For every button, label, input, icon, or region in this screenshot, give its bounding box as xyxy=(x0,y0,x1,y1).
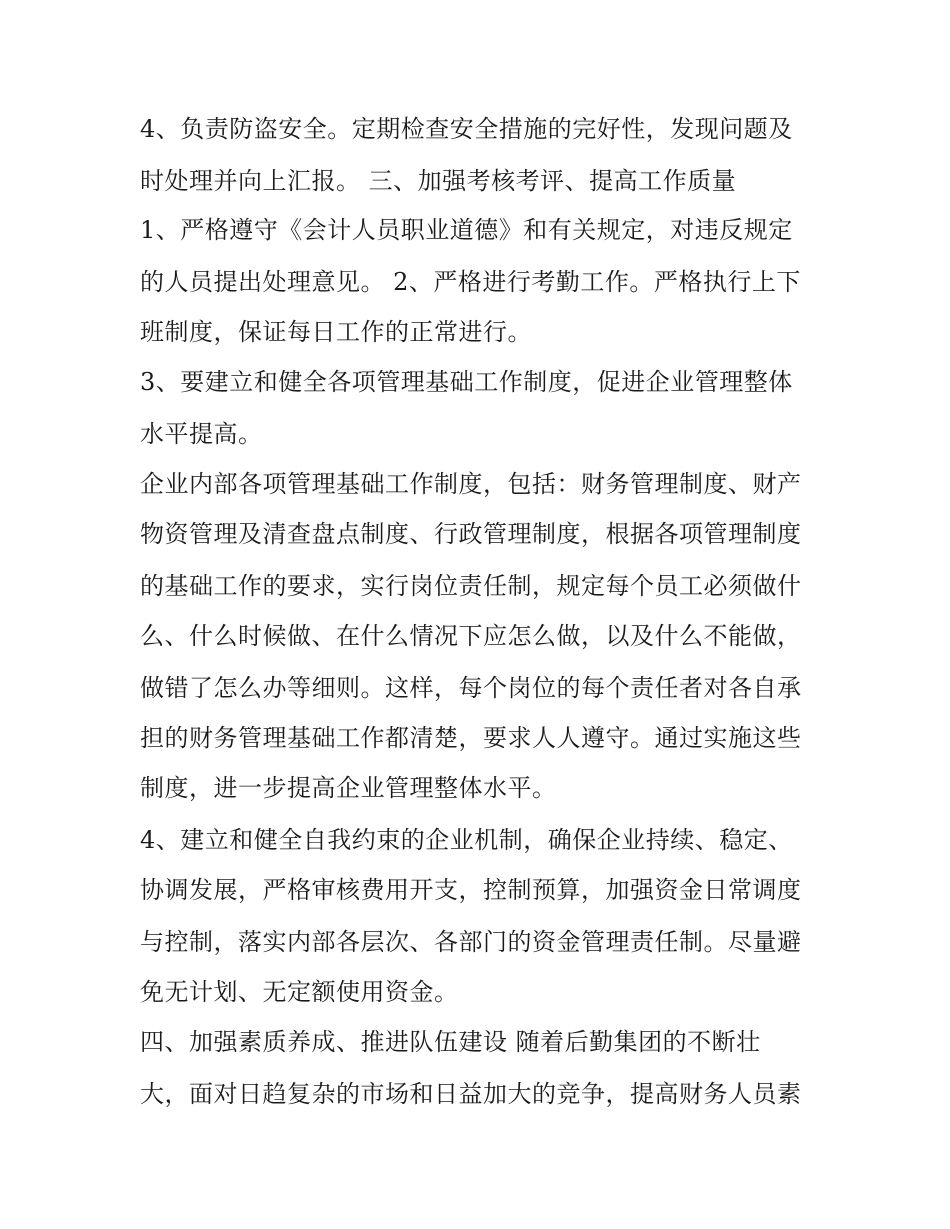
text-line: 做错了怎么办等细则。这样，每个岗位的每个责任者对各自承 xyxy=(140,674,802,702)
text-line: 物资管理及清查盘点制度、行政管理制度，根据各项管理制度 xyxy=(140,520,802,548)
text-line: 四、加强素质养成、推进队伍建设 随着后勤集团的不断壮 xyxy=(140,1028,761,1056)
text-line: 大，面对日趋复杂的市场和日益加大的竞争，提高财务人员素 xyxy=(140,1080,802,1108)
text-line: 制度，进一步提高企业管理整体水平。 xyxy=(140,774,557,802)
text-line: 1、严格遵守《会计人员职业道德》和有关规定，对违反规定 xyxy=(140,216,793,244)
text-line: 3、要建立和健全各项管理基础工作制度，促进企业管理整体 xyxy=(140,368,793,396)
text-line: 时处理并向上汇报。 三、加强考核考评、提高工作质量 xyxy=(140,167,737,195)
text-line: 么、什么时候做、在什么情况下应怎么做，以及什么不能做， xyxy=(140,622,802,650)
text-line: 担的财务管理基础工作都清楚，要求人人遵守。通过实施这些 xyxy=(140,724,802,752)
text-line: 企业内部各项管理基础工作制度，包括：财务管理制度、财产 xyxy=(140,470,802,498)
text-line: 的人员提出处理意见。 2、严格进行考勤工作。严格执行上下 xyxy=(140,268,801,296)
text-line: 4、负责防盗安全。定期检查安全措施的完好性，发现问题及 xyxy=(140,115,793,143)
text-line: 4、建立和健全自我约束的企业机制，确保企业持续、稳定、 xyxy=(140,826,793,854)
text-line: 与控制，落实内部各层次、各部门的资金管理责任制。尽量避 xyxy=(140,928,802,956)
text-line: 水平提高。 xyxy=(140,420,263,448)
text-line: 免无计划、无定额使用资金。 xyxy=(140,978,459,1006)
text-line: 班制度，保证每日工作的正常进行。 xyxy=(140,318,532,346)
text-line: 的基础工作的要求，实行岗位责任制，规定每个员工必须做什 xyxy=(140,572,802,600)
text-line: 协调发展，严格审核费用开支，控制预算，加强资金日常调度 xyxy=(140,876,802,904)
